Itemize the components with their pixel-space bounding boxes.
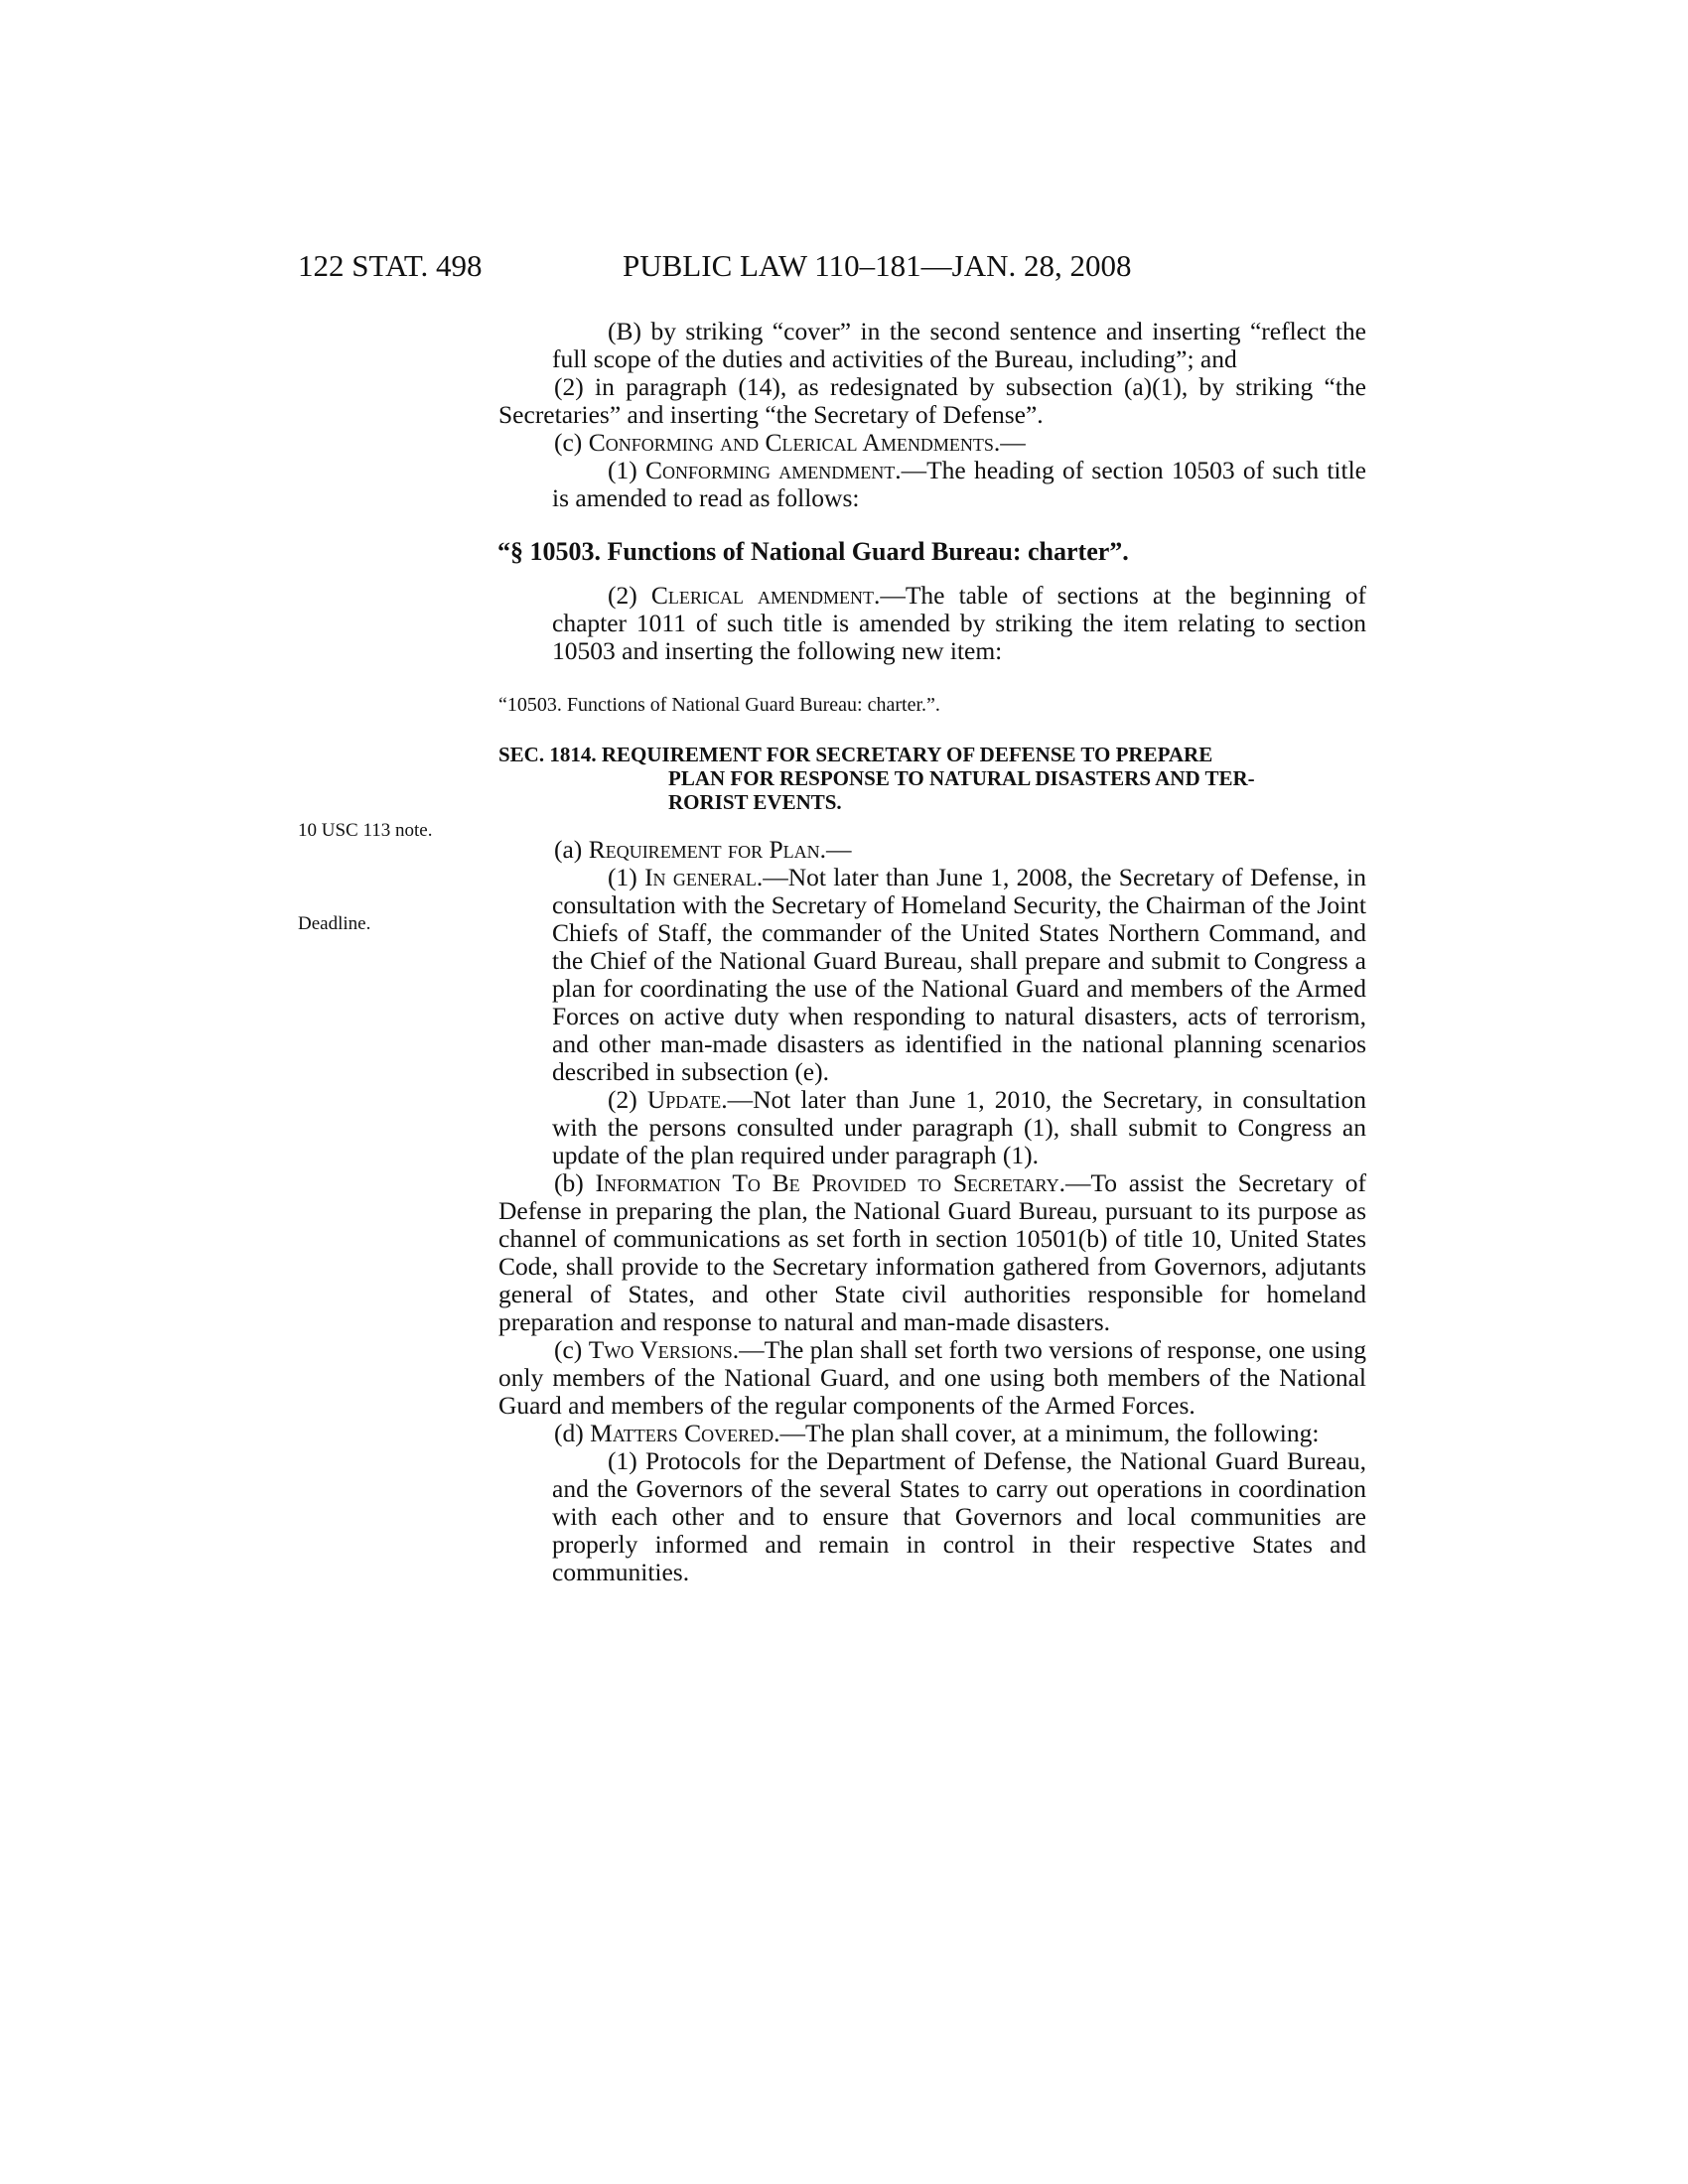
subsection-c-suffix: .— — [993, 428, 1026, 457]
paragraph-d1: (1) Protocols for the Department of Defense, the National Guard Bureau, and the Governors of the several States to carry out operations in coordination with each other and to ensure that Governors and local communities are properly informed and remain in control in their respective States and communities. — [552, 1446, 1366, 1586]
subsection-c-heading — [498, 429, 1366, 457]
subsection-b-prefix: (b) — [554, 1168, 596, 1197]
paragraph-2: (2) in paragraph (14), as redesignated by subsection (a)(1), by striking “the Secretaries” and inserting “the Secretary of Defense”. — [498, 372, 1366, 429]
section-10503-heading: “§ 10503. Functions of National Guard Bureau: charter”. — [497, 537, 1129, 566]
paragraph-c2-prefix: (2) — [608, 581, 651, 610]
section-1814-title-line-1: REQUIREMENT FOR SECRETARY OF DEFENSE TO PREPARE — [601, 743, 1213, 766]
subsection-b-text: .—To assist the Secretary of Defense in preparing the plan, the National Guard Bureau, pursuant to its purpose as channel of communications as set forth in section 10501(b) of title 10, United States Code, shall provide to the Secretary information gathered from Governors, adjutants general of States, and other State civil authorities responsible for homeland preparation and response to natural and man-made disasters. — [498, 1168, 1366, 1336]
margin-note-usc: 10 USC 113 note. — [298, 820, 433, 841]
subsection-a-suffix: .— — [819, 835, 852, 864]
paragraph-a1-prefix: (1) — [608, 863, 645, 891]
subsection-cc-prefix: (c) — [554, 1335, 589, 1364]
paragraph-c2-title: Clerical amendment — [650, 581, 874, 610]
paragraph-c2 — [498, 582, 1366, 665]
body-text — [498, 318, 1366, 1586]
paragraph-a2 — [498, 1086, 1366, 1169]
subsection-c-prefix: (c) — [554, 428, 589, 457]
page-stat-number: 122 STAT. 498 — [298, 248, 483, 283]
subsection-cc-title: Two Versions — [588, 1335, 733, 1364]
margin-note-deadline: Deadline. — [298, 913, 371, 934]
paragraph-c2-text: .—The table of sections at the beginning of chapter 1011 of such title is amended by striking the item relating to section 10503 and inserting the following new item: — [552, 581, 1367, 665]
subsection-c-title: Conforming and Clerical Amendments — [588, 428, 994, 457]
subsection-d-title: Matters Covered — [590, 1419, 774, 1447]
paragraph-c1-text: .—The heading of section 10503 of such title is amended to read as follows: — [552, 456, 1367, 512]
paragraph-c1-prefix: (1) — [608, 456, 645, 484]
paragraph-c1-title: Conforming amendment — [644, 456, 896, 484]
subsection-a-title: Requirement for Plan — [588, 835, 820, 864]
subsection-b-title: Information To Be Provided to Secretary — [595, 1168, 1059, 1197]
paragraph-a1-text: .—Not later than June 1, 2008, the Secretary of Defense, in consultation with the Secretary of Homeland Security, the Chairman of the Joint Chiefs of Staff, the commander of the United States Northern Command, and the Chief of the National Guard Bureau, shall prepare and submit to Congress a plan for coordinating the use of the National Guard and members of the Armed Forces on active duty when responding to natural disasters, acts of terrorism, and other man-made disasters as identified in the national planning scenarios described in subsection (e). — [552, 863, 1367, 1086]
paragraph-b-subparagraph: (B) by striking “cover” in the second sentence and inserting “reflect the full scope of the duties and activities of the Bureau, including”; and — [552, 317, 1366, 373]
subsection-a-prefix: (a) — [554, 835, 589, 864]
section-1814-title-line-3: RORIST EVENTS. — [668, 790, 842, 814]
subsection-cc-text: .—The plan shall set forth two versions of response, one using only members of the National Guard, and one using both members of the National Guard and members of the regular components of the Armed Forces. — [498, 1335, 1366, 1420]
table-of-sections-item: “10503. Functions of National Guard Bureau: charter.”. — [498, 694, 940, 716]
subsection-d-text: .—The plan shall cover, at a minimum, the following: — [774, 1419, 1320, 1447]
subsection-b — [498, 1169, 1366, 1336]
subsection-c-two-versions — [498, 1336, 1366, 1420]
paragraph-a2-prefix: (2) — [608, 1085, 647, 1114]
page-running-head: PUBLIC LAW 110–181—JAN. 28, 2008 — [623, 248, 1132, 283]
paragraph-a1 — [498, 864, 1366, 1086]
section-1814-title-line-2: PLAN FOR RESPONSE TO NATURAL DISASTERS AND TER- — [668, 766, 1255, 790]
section-1814-number: SEC. 1814. — [498, 743, 597, 766]
subsection-a-heading — [498, 836, 1366, 864]
paragraph-a2-text: .—Not later than June 1, 2010, the Secretary, in consultation with the persons consulted under paragraph (1), shall submit to Congress an update of the plan required under paragraph (1). — [552, 1085, 1367, 1169]
paragraph-a1-title: In general — [644, 863, 757, 891]
subsection-d — [498, 1420, 1366, 1447]
paragraph-a2-title: Update — [646, 1085, 722, 1114]
subsection-d-prefix: (d) — [554, 1419, 591, 1447]
section-1814-heading — [498, 743, 1366, 814]
paragraph-c1 — [498, 457, 1366, 512]
